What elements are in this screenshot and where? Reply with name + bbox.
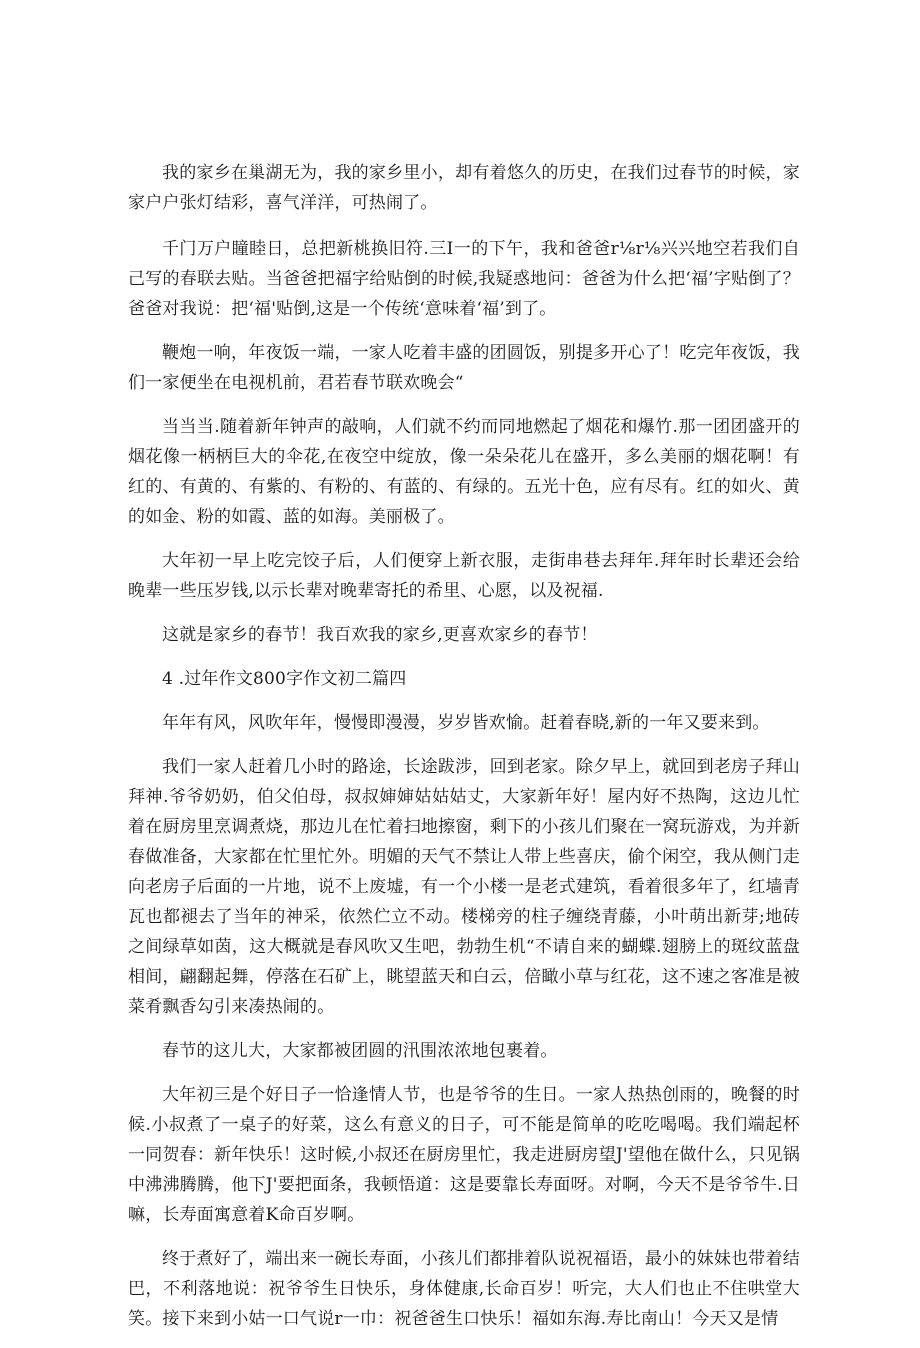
paragraph-hometown-journey: 我们一家人赶着几小时的路途，长途跋涉，回到老家。除夕早上，就回到老房子拜山拜神.爷爷奶奶，伯父伯母，叔叔婶婶姑姑姑丈，大家新年好！屋内好不热陶，这边儿忙着在厨房里烹调煮烧，那边儿在忙着扫地擦窗，剩下的小孩儿们聚在一窝玩游戏，为并新春做准备，大家都在忙里忙外。明媚的天气不禁让人带上些喜庆，偷个闲空，我从侧门走向老房子后面的一片地，说不上废墟，有一个小楼一是老式建筑，看着很多年了，红墙青瓦也都褪去了当年的神采，依然伫立不动。楼梯旁的柱子缠绕青藤，小叶萌出新芽;地砖之间绿草如茵，这大概就是春风吹又生吧，勃勃生机“不请自来的蝴蝶.翅膀上的斑纹蓝盘相间，翩翻起舞，停落在石矿上，眺望蓝天和白云，倍瞰小草与红花，这不速之客准是被菜肴飘香勾引来凑热闹的。 bbox=[128, 757, 800, 1017]
paragraph-longevity-noodles: 终于煮好了，端出来一碗长寿面，小孩儿们都排着队说祝福语，最小的妹妹也带着结巴，不利落地说：祝爷爷生日快乐，身体健康,长命百岁！听完，大人们也止不住哄堂大笑。接下来到小姑一口气说r一巾：祝爸爸生口快乐！福如东海.寿比南山！今天又是情 bbox=[128, 1249, 800, 1329]
paragraph-hometown-intro: 我的家乡在巢湖无为，我的家乡里小，却有着悠久的历史，在我们过春节的时候，家家户户张灯结彩，喜气洋洋，可热闹了。 bbox=[128, 163, 800, 213]
paragraph-new-year-visit: 大年初一早上吃完饺子后，人们便穿上新衣服，走街串巷去拜年.拜年时长辈还会给晚辈一些压岁钱,以示长辈对晚辈寄托的希里、心愿，以及祝福. bbox=[128, 551, 800, 601]
paragraph-opening: 年年有风，风吹年年，慢慢即漫漫，岁岁皆欢愉。赶着春晓,新的一年又要来到。 bbox=[162, 713, 770, 733]
document-page bbox=[128, 158, 800, 1348]
paragraph-birthday: 大年初三是个好日子一恰逢情人节，也是爷爷的生日。一家人热热创雨的，晚餐的时候.小叔煮了一桌子的好菜，这么有意义的日子，可不能是简单的吃吃喝喝。我们端起杯一同贺春：新年快乐！这时候,小叔还在厨房里忙，我走进厨房望J'望他在做什么，只见锅中沸沸腾腾，他下J'要把面条，我顿悟道：这是要靠长寿面呀。对啊，今天不是爷爷牛.日嘛，长寿面寓意着K命百岁啊。 bbox=[128, 1085, 800, 1225]
paragraph-couplets: 千门万户瞳睦日，总把新桃换旧符.三I一的下午，我和爸爸r⅛r⅛兴兴地空若我们自己写的春联去贴。当爸爸把福字给贴倒的时候,我疑惑地问：爸爸为什么把‘福’字贴倒了？爸爸对我说：把‘福'贴倒,这是一个传统‘意味着‘福’到了。 bbox=[128, 239, 800, 319]
paragraph-new-year-dinner: 鞭炮一响，年夜饭一端，一家人吃着丰盛的团圆饭，别提多开心了！吃完年夜饭，我们一家便坐在电视机前，君若春节联欢晚会“ bbox=[128, 343, 800, 393]
paragraph-reunion: 春节的这儿大，大家都被团圆的汛围浓浓地包裹着。 bbox=[162, 1041, 558, 1061]
paragraph-conclusion: 这就是家乡的春节！我百欢我的家乡,更喜欢家乡的春节！ bbox=[162, 625, 598, 645]
paragraph-fireworks: 当当当.随着新年钟声的敲响，人们就不约而同地燃起了烟花和爆竹.那一团团盛开的烟花像一柄柄巨大的伞花,在夜空中绽放，像一朵朵花儿在盛开，多么美丽的烟花啊！有红的、有黄的、有紫的、有粉的、有蓝的、有绿的。五光十色，应有尽有。红的如火、黄的如金、粉的如霞、蓝的如海。美丽极了。 bbox=[128, 417, 800, 527]
section-heading: 4 .过年作文800字作文初二篇四 bbox=[162, 669, 407, 689]
